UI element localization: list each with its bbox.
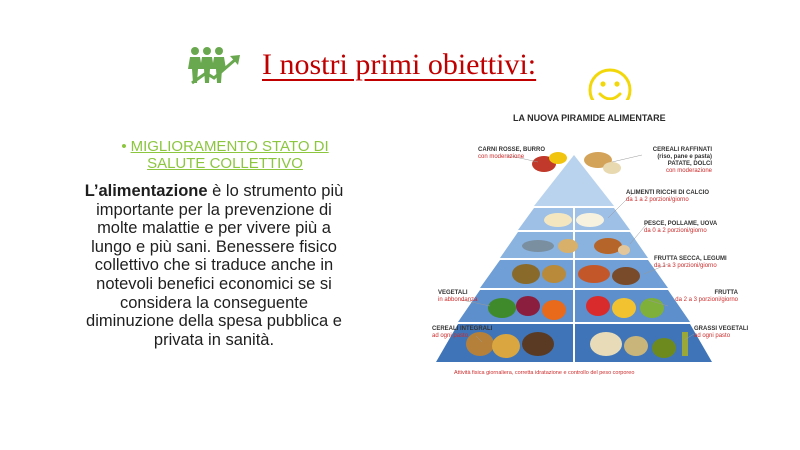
pyramid-title: LA NUOVA PIRAMIDE ALIMENTARE (513, 113, 666, 123)
bullet-heading-line1[interactable]: MIGLIORAMENTO STATO DI (130, 138, 329, 155)
label-cereali-raffinati: CEREALI RAFFINATI (riso, pane e pasta) PATATE, DOLCI con moderazione (652, 147, 712, 174)
body-bold-term: L’alimentazione (84, 182, 208, 200)
bullet-dot: • (121, 138, 127, 155)
label-grassi-vegetali: GRASSI VEGETALI ad ogni pasto (694, 326, 749, 339)
bullet-heading[interactable] (100, 138, 350, 172)
label-carni-rosse: CARNI ROSSE, BURRO con moderazione (478, 147, 546, 160)
label-pesce: PESCE, POLLAME, UOVA da 0 a 2 porzioni/giorno (644, 221, 718, 234)
bullet-heading-line2[interactable]: SALUTE COLLETTIVO (147, 155, 303, 172)
body-text: è lo strumento più importante per la prevenzione di molte malattie e per vivere più a lungo e più sani. Benessere fisico collettivo che si traduce anche in notevoli benefici economici se si considera la conseguente diminuzione della spesa pubblica e privata in sanità. (86, 182, 344, 349)
label-frutta: FRUTTA da 2 a 3 porzioni/giorno (675, 290, 738, 303)
team-growth-icon (186, 43, 242, 89)
food-pyramid-image (398, 100, 750, 395)
label-frutta-secca: FRUTTA SECCA, LEGUMI da 1 a 3 porzioni/giorno (654, 256, 727, 269)
label-cereali-integrali: CEREALI INTEGRALI ad ogni pasto (432, 326, 493, 339)
label-vegetali: VEGETALI in abbondanza (438, 290, 478, 303)
slide-title: I nostri primi obiettivi: (262, 48, 537, 81)
pyramid-footer: Attività fisica giornaliera, corretta idratazione e controllo del peso corporeo (454, 370, 635, 376)
label-calcio: ALIMENTI RICCHI DI CALCIO da 1 a 2 porzioni/giorno (626, 190, 709, 203)
body-paragraph (78, 182, 350, 349)
pyramid-graphic (398, 100, 750, 395)
